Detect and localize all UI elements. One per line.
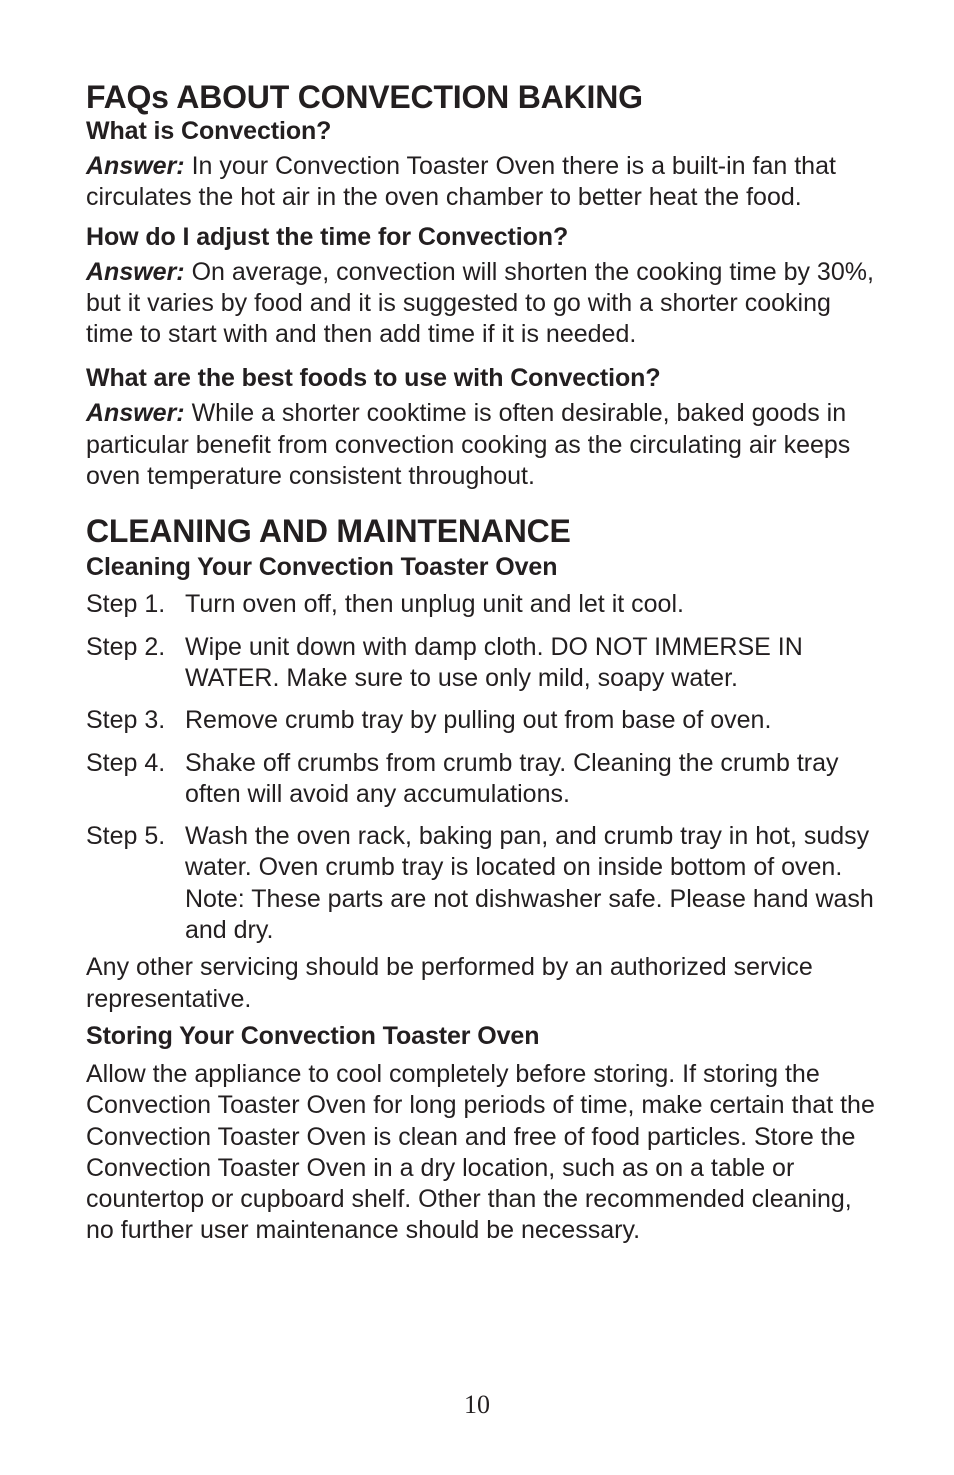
step-text: Wash the oven rack, baking pan, and crumb tray in hot, sudsy water. Oven crumb tray is located on inside bottom of oven. Note: These parts are not dishwasher safe. Please hand wash and dry. [185,822,874,945]
storing-heading: Storing Your Convection Toaster Oven [86,1021,540,1050]
step-item [86,821,876,946]
faq-question-3: What are the best foods to use with Convection? [86,364,661,393]
answer-text: In your Convection Toaster Oven there is a built-in fan that circulates the hot air in the oven chamber to better heat the food. [86,152,836,212]
step-number: Step 3. [86,706,166,735]
faq-question-1: What is Convection? [86,117,332,145]
manual-page [86,78,876,1247]
step-text: Wipe unit down with damp cloth. DO NOT IMMERSE IN WATER. Make sure to use only mild, soapy water. [185,632,803,692]
step-item [86,589,876,620]
answer-label: Answer: [86,152,185,180]
answer-text: On average, convection will shorten the cooking time by 30%, but it varies by food and it is suggested to go with a shorter cooking time to start with and then add time if it is needed. [86,257,874,349]
answer-label: Answer: [86,399,185,428]
step-number: Step 4. [86,748,166,777]
page-number: 10 [464,1390,490,1419]
step-number: Step 2. [86,632,166,661]
faq-answer-1 [86,151,876,214]
step-item [86,748,876,811]
step-number: Step 5. [86,822,166,851]
answer-text: While a shorter cooktime is often desirable, baked goods in particular benefit from convection cooking as the circulating air keeps oven temperature consistent throughout. [86,399,851,491]
answer-label: Answer: [86,257,185,286]
cleaning-heading: Cleaning Your Convection Toaster Oven [86,553,558,582]
faq-question-2: How do I adjust the time for Convection? [86,222,569,251]
step-item [86,705,876,736]
step-item [86,632,876,695]
step-text: Shake off crumbs from crumb tray. Cleaning the crumb tray often will avoid any accumulations. [185,748,839,808]
faq-answer-2 [86,257,876,351]
storing-text: Allow the appliance to cool completely before storing. If storing the Convection Toaster Oven for long periods of time, make certain that the Convection Toaster Oven is clean and free of food particles. Store the Convection Toaster Oven in a dry location, such as on a table or countertop or cupboard shelf. Other than the recommended cleaning, no further user maintenance should be necessary. [86,1059,875,1245]
faq-answer-3 [86,398,876,492]
step-text: Remove crumb tray by pulling out from base of oven. [185,706,772,735]
cleaning-steps [86,589,876,946]
faq-section-title: FAQs ABOUT CONVECTION BAKING [86,79,643,115]
step-number: Step 1. [86,590,166,619]
cleaning-section-title: CLEANING AND MAINTENANCE [86,513,571,550]
step-text: Turn oven off, then unplug unit and let it cool. [185,590,684,619]
servicing-note: Any other servicing should be performed by an authorized service representative. [86,953,813,1013]
